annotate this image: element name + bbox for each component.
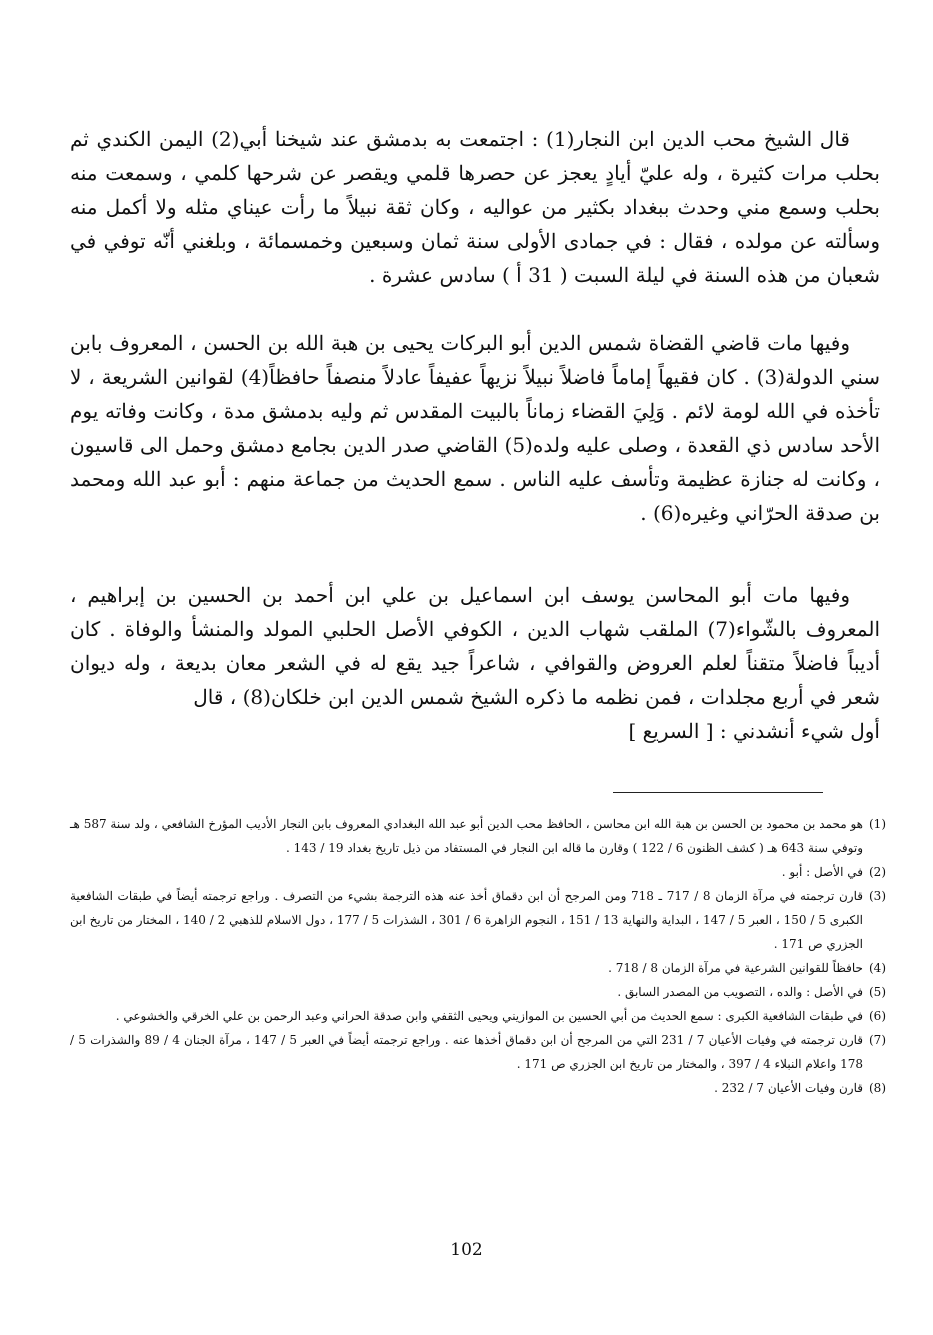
footnote-8	[70, 1076, 886, 1100]
footnote-text: قارن وفيات الأعيان 7 / 232 .	[714, 1081, 863, 1095]
footnote-text: هو محمد بن محمود بن الحسن بن هبة الله ابن محاسن ، الحافظ محب الدين أبو عبد الله البغدادي المعروف بابن النجار الأديب المؤرخ الشافعي ، ولد سنة 587 هـ وتوفي سنة 643 هـ ( كشف الظنون 6 / 122 ) وقارن ما قاله ابن النجار في المستفاد من ذيل تاريخ بغداد 19 / 143 .	[70, 817, 863, 855]
footnote-number: (8)	[868, 1081, 886, 1095]
main-paragraph-2	[70, 326, 880, 530]
footnote-1	[70, 812, 886, 860]
footnote-5	[70, 980, 886, 1004]
paragraph-text: قال الشيخ محب الدين ابن النجار(1) : اجتمعت به بدمشق عند شيخنا أبي(2) اليمن الكندي ثم بحلب مرات كثيرة ، وله عليّ أيادٍ يعجز عن حصرها قلمي ويقصر عن شرحها كلمي ، وسمعت منه بحلب وسمع مني وحدث ببغداد بكثير من عواليه ، وكان ثقة نبيلاً ما رأت عيناي مثله ولا أكمل منه وسألته عن مولده ، فقال : في جمادى الأولى سنة ثمان وسبعين وخمسمائة ، وبلغني أنّه توفي في شعبان من هذه السنة في ليلة السبت ( 31 أ ) سادس عشرة .	[70, 127, 880, 287]
footnote-6	[70, 1004, 886, 1028]
footnote-number: (6)	[868, 1009, 886, 1023]
paragraph-text: وفيها مات قاضي القضاة شمس الدين أبو البركات يحيى بن هبة الله بن الحسن ، المعروف بابن سني الدولة(3) . كان فقيهاً إماماً فاضلاً نبيلاً نزيهاً عفيفاً عادلاً منصفاً حافظاً(4) لقوانين الشريعة ، لا تأخذه في الله لومة لائم . وَلِيَ القضاء زماناً بالبيت المقدس ثم وليه بدمشق مدة ، وكانت وفاته يوم الأحد سادس ذي القعدة ، وصلى عليه ولده(5) القاضي صدر الدين بجامع دمشق وحمل الى قاسيون ، وكانت له جنازة عظيمة وتأسف عليه الناس . سمع الحديث من جماعة منهم : أبو عبد الله ومحمد بن صدقة الحرّاني وغيره(6) .	[70, 331, 881, 525]
footnote-number: (5)	[868, 985, 886, 999]
footnote-3	[70, 884, 886, 956]
footnote-text: في طبقات الشافعية الكبرى : سمع الحديث من أبي الحسين بن الموازيني ويحيى الثقفي وابن صدقة الحراني وعبد الرحمن بن علي الخرقي والخشوعي .	[115, 1009, 863, 1023]
page-number: 102	[450, 1240, 483, 1260]
footnote-text: قارن ترجمته في وفيات الأعيان 7 / 231 التي من المرجح أن ابن دقماق أخذها عنه . وراجع ترجمته أيضاً في العبر 5 / 147 ، مرآة الجنان 4 / 89 والشذرات 5 / 178 واعلام النبلاء 4 / 397 ، والمختار من تاريخ ابن الجزري ص 171 .	[70, 1033, 864, 1071]
footnotes	[70, 812, 886, 1100]
footnote-7	[70, 1028, 886, 1076]
footnote-separator	[613, 792, 823, 793]
main-paragraph-1	[70, 122, 880, 292]
footnote-number: (2)	[868, 865, 886, 879]
footnote-text: في الأصل : أبو .	[781, 865, 863, 879]
paragraph-text: وفيها مات أبو المحاسن يوسف ابن اسماعيل بن علي ابن أحمد بن الحسين بن إبراهيم ، المعروف بالشّواء(7) الملقب شهاب الدين ، الكوفي الأصل الحلبي المولد والمنشأ والوفاة . كان أديباً فاضلاً متقناً لعلم العروض والقوافي ، شاعراً جيد يقع له في الشعر معان بديعة ، وله ديوان شعر في أربع مجلدات ، فمن نظمه ما ذكره الشيخ شمس الدين ابن خلكان(8) ، قال	[70, 583, 881, 709]
footnote-number: (1)	[868, 817, 886, 831]
main-paragraph-3	[70, 578, 880, 748]
footnote-number: (3)	[868, 889, 886, 903]
footnote-text: في الأصل : والده ، التصويب من المصدر السابق .	[617, 985, 863, 999]
verse-intro: أول شيء أنشدني : [ السريع ]	[628, 719, 880, 743]
footnote-text: قارن ترجمته في مرآة الزمان 8 / 717 ـ 718 ومن المرجح أن ابن دقماق أخذ عنه هذه الترجمة بشيء من التصرف . وراجع ترجمته أيضاً في طبقات الشافعية الكبرى 5 / 150 ، العبر 5 / 147 ، البداية والنهاية 13 / 151 ، النجوم الزاهرة 6 / 301 ، الشذرات 5 / 177 ، دول الاسلام للذهبي 2 / 140 ، المختار من تاريخ ابن الجزري ص 171 .	[70, 889, 863, 951]
footnote-2	[70, 860, 886, 884]
footnote-number: (7)	[868, 1033, 886, 1047]
footnote-4	[70, 956, 886, 980]
footnote-text: حافظاً للقوانين الشرعية في مرآة الزمان 8 / 718 .	[608, 961, 863, 975]
footnote-number: (4)	[868, 961, 886, 975]
